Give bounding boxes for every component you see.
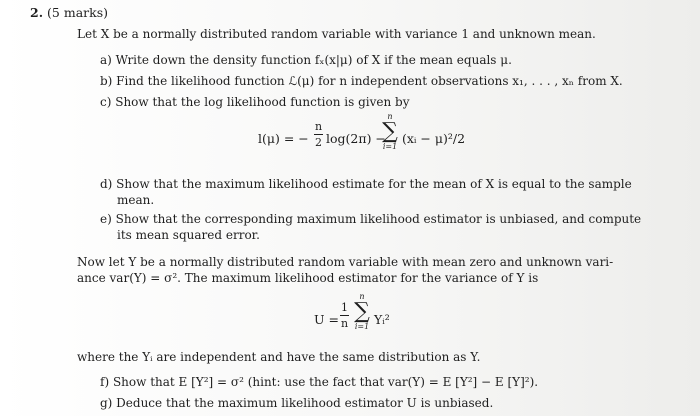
eq2-rhs: Yᵢ²	[374, 312, 390, 327]
eq1-mid: log(2π) −	[326, 131, 386, 146]
question-header	[30, 7, 108, 20]
fraction-bar	[340, 315, 349, 316]
eq2-frac-num: 1	[341, 301, 348, 314]
question-number: 2.	[30, 5, 44, 20]
eq1-sum-top: n	[387, 112, 393, 121]
eq1-sum	[380, 113, 400, 151]
part-d-line1: d) Show that the maximum likelihood estimate for the mean of X is equal to the sample	[100, 177, 632, 191]
summation-icon: ∑	[354, 299, 370, 324]
eq1-lhs: l(μ) = −	[258, 131, 309, 146]
eq1-frac-num: n	[314, 120, 323, 133]
eq2-frac-den: n	[340, 317, 349, 330]
para2-line2: ance var(Y) = σ². The maximum likelihood estimator for the variance of Y is	[77, 271, 539, 285]
question-marks: (5 marks)	[47, 5, 108, 20]
summation-icon: ∑	[382, 119, 398, 144]
eq2-fraction	[340, 302, 349, 329]
part-d-line2: mean.	[117, 193, 155, 207]
eq1-sum-bottom: i=1	[382, 142, 398, 151]
where-line: where the Yᵢ are independent and have the same distribution as Y.	[77, 350, 481, 364]
part-b: b) Find the likelihood function ℒ(μ) for n independent observations x₁, . . . , xₙ from X.	[100, 74, 623, 88]
eq1-rhs: (xᵢ − μ)²/2	[402, 131, 466, 146]
part-g: g) Deduce that the maximum likelihood estimator U is unbiased.	[100, 396, 494, 410]
eq1-frac-den: 2	[315, 136, 322, 149]
fraction-bar	[314, 134, 323, 135]
part-a: a) Write down the density function fₓ(x|μ) of X if the mean equals μ.	[100, 53, 512, 67]
part-f: f) Show that E [Y²] = σ² (hint: use the fact that var(Y) = E [Y²] − E [Y]²).	[100, 375, 539, 389]
eq1-fraction	[314, 121, 323, 148]
eq2-sum	[352, 293, 372, 331]
part-e-line2: its mean squared error.	[117, 228, 260, 242]
eq2-sum-top: n	[359, 292, 365, 301]
eq2-sum-bottom: i=1	[354, 322, 370, 331]
question-intro: Let X be a normally distributed random variable with variance 1 and unknown mean.	[77, 27, 596, 41]
para2-line1: Now let Y be a normally distributed random variable with mean zero and unknown vari-	[77, 255, 614, 269]
eq2-lhs: U =	[314, 312, 339, 327]
part-c: c) Show that the log likelihood function is given by	[100, 95, 410, 109]
part-e-line1: e) Show that the corresponding maximum likelihood estimator is unbiased, and compute	[100, 212, 642, 226]
